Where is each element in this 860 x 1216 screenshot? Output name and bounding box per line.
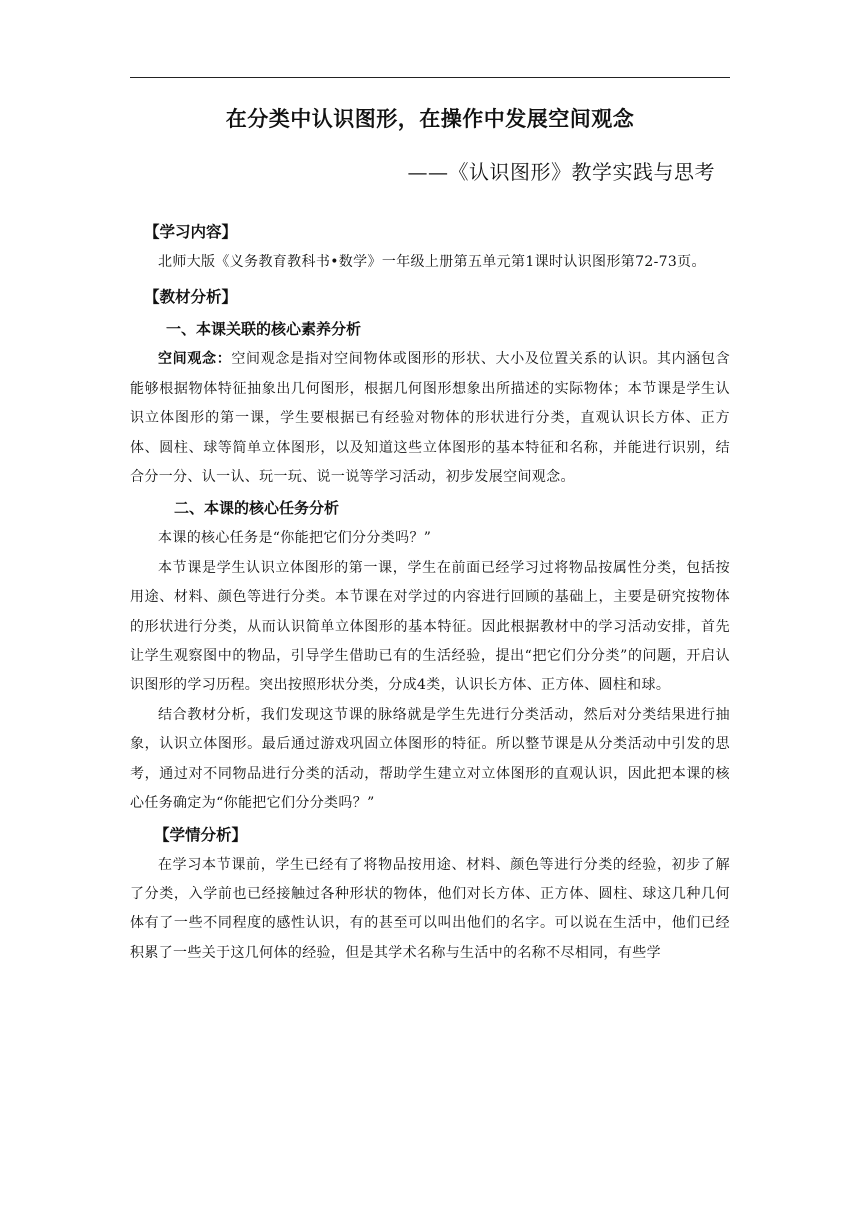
section-heading-textbook-analysis: 【教材分析】 [144, 288, 238, 307]
learning-content-paragraph: 北师大版《义务教育教科书•数学》一年级上册第五单元第1课时认识图形第72-73页。 [158, 254, 706, 270]
subsection-heading-core-task: 二、本课的核心任务分析 [174, 499, 340, 518]
core-task-paragraph-2: 本节课是学生认识立体图形的第一课，学生在前面已经学习过将物品按属性分类，包括按用途、材料、颜色等进行分类。本节课在对学过的内容进行回顾的基础上，主要是研究按物体的形状进行分类，从而认识简单立体图形的基本特征。因此根据教材中的学习活动安排，首先让学生观察图中的物品，引导学生借助已有的生活经验，提出“把它们分分类”的问题，开启认识图形的学习历程。突出按照形状分类，分成4类，认识长方体、正方体、圆柱和球。 [130, 559, 730, 694]
section-heading-learner-analysis: 【学情分析】 [154, 825, 248, 844]
header-rule [130, 77, 730, 78]
document-body [130, 216, 730, 968]
core-literacy-paragraph [130, 345, 730, 492]
core-literacy-lead: 空间观念： [158, 351, 232, 368]
document-title: 在分类中认识图形，在操作中发展空间观念 [225, 107, 635, 131]
subsection-heading-core-literacy: 一、本课关联的核心素养分析 [166, 320, 362, 339]
learner-analysis-paragraph: 在学习本节课前，学生已经有了将物品按用途、材料、颜色等进行分类的经验，初步了解了分类，入学前也已经接触过各种形状的物体，他们对长方体、正方体、圆柱、球这几种几何体有了一些不同程度的感性认识，有的甚至可以叫出他们的名字。可以说在生活中，他们已经积累了一些关于这几何体的经验，但是其学术名称与生活中的名称不尽相同，有些学 [130, 856, 730, 961]
section-heading-learning-content: 【学习内容】 [144, 223, 238, 241]
core-task-paragraph-3: 结合教材分析，我们发现这节课的脉络就是学生先进行分类活动，然后对分类结果进行抽象，认识立体图形。最后通过游戏巩固立体图形的特征。所以整节课是从分类活动中引发的思考，通过对不同物品进行分类的活动，帮助学生建立对立体图形的直观认识，因此把本课的核心任务确定为“你能把它们分分类吗？” [130, 706, 730, 812]
core-task-paragraph-1: 本课的核心任务是“你能把它们分分类吗？” [158, 530, 432, 547]
document-subtitle: ——《认识图形》教学实践与思考 [407, 160, 715, 184]
core-literacy-text: 空间观念是指对空间物体或图形的形状、大小及位置关系的认识。其内涵包含能够根据物体特征抽象出几何图形，根据几何图形想象出所描述的实际物体；本节课是学生认识立体图形的第一课，学生要根据已有经验对物体的形状进行分类，直观认识长方体、正方体、圆柱、球等简单立体图形，以及知道这些立体图形的基本特征和名称，并能进行识别，结合分一分、认一认、玩一玩、说一说等学习活动，初步发展空间观念。 [130, 351, 730, 486]
